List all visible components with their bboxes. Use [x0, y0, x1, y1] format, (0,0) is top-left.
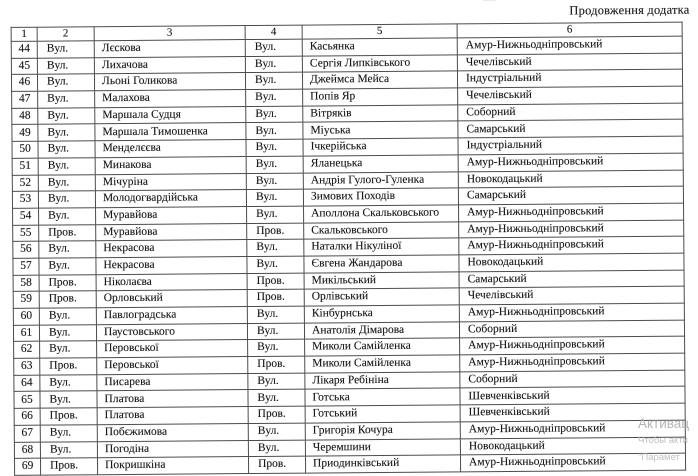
old-prefix: Пров. [40, 358, 97, 375]
district: Амур-Нижньодніпровський [459, 220, 684, 238]
old-name: Минакова [95, 156, 246, 174]
row-number: 68 [14, 442, 40, 459]
old-prefix: Вул. [40, 441, 97, 458]
row-number: 54 [13, 208, 39, 225]
new-prefix: Вул. [246, 106, 303, 123]
district: Шевченківський [460, 403, 685, 421]
new-prefix: Вул. [246, 156, 303, 173]
row-number: 59 [13, 291, 39, 308]
column-header: 1 [11, 27, 37, 41]
district: Індустріальний [457, 70, 682, 88]
new-name: Касьянка [302, 38, 457, 56]
old-name: Орловський [96, 290, 247, 308]
old-prefix: Вул. [38, 141, 95, 158]
old-prefix: Вул. [38, 124, 95, 141]
new-name: Лікаря Ребініна [305, 372, 460, 390]
column-header: 4 [245, 25, 302, 39]
new-name: Скальковського [304, 221, 459, 239]
old-prefix: Вул. [37, 41, 94, 58]
table-body [11, 36, 685, 475]
district: Чечелівський [458, 86, 683, 104]
row-number: 49 [12, 125, 38, 142]
old-prefix: Вул. [40, 391, 97, 408]
new-prefix: Вул. [248, 390, 305, 407]
district: Новокодацький [459, 253, 684, 271]
new-prefix: Вул. [247, 239, 304, 256]
new-name: Миколи Самійленка [305, 338, 460, 356]
row-number: 48 [12, 108, 38, 125]
row-number: 58 [13, 275, 39, 292]
district: Амур-Нижньодніпровський [460, 453, 685, 471]
row-number: 52 [12, 175, 38, 192]
new-prefix: Вул. [247, 206, 304, 223]
new-prefix: Вул. [248, 373, 305, 390]
old-prefix: Вул. [40, 374, 97, 391]
new-prefix: Вул. [248, 339, 305, 356]
watermark-title: Активац [638, 416, 690, 431]
new-prefix: Пров. [247, 273, 304, 290]
old-name: Перовської [97, 357, 248, 375]
old-prefix: Вул. [38, 174, 95, 191]
district: Амур-Нижньодніпровський [460, 336, 685, 354]
row-number: 67 [14, 425, 40, 442]
new-name: Зимових Походів [303, 188, 458, 206]
row-number: 63 [14, 358, 40, 375]
district: Амур-Нижньодніпровський [460, 353, 685, 371]
new-prefix: Вул. [246, 89, 303, 106]
new-name: Миколи Самійленка [305, 355, 460, 373]
old-prefix: Пров. [40, 458, 97, 475]
new-prefix: Пров. [248, 456, 305, 473]
row-number: 69 [14, 458, 40, 475]
old-prefix: Вул. [38, 91, 95, 108]
new-name: Ічкерійська [303, 138, 458, 156]
new-name: Аполлона Скальковського [304, 205, 459, 223]
district: Амур-Нижньодніпровський [457, 36, 682, 54]
old-name: Покришкіна [97, 457, 248, 475]
watermark-subtitle: Чтобы акти [638, 435, 688, 446]
street-renaming-table [11, 22, 690, 476]
row-number: 56 [13, 241, 39, 258]
old-prefix: Вул. [38, 158, 95, 175]
row-number: 44 [11, 41, 37, 58]
old-name: Перовської [97, 340, 248, 358]
old-prefix: Вул. [37, 74, 94, 91]
old-name: Лєскова [94, 40, 245, 58]
row-number: 65 [14, 392, 40, 409]
district: Соборний [458, 103, 683, 121]
page-title: Продовження додатка [569, 2, 690, 18]
district: Шевченківський [460, 387, 685, 405]
new-prefix: Вул. [246, 189, 303, 206]
new-name: Готський [305, 405, 460, 423]
new-prefix: Пров. [247, 289, 304, 306]
district: Чечелівський [459, 286, 684, 304]
old-name: Писарева [97, 373, 248, 391]
watermark-settings-link-text: "Парамет [638, 452, 680, 463]
new-name: Сергія Липківського [302, 55, 457, 73]
windows-activation-watermark [638, 416, 689, 469]
old-name: Некрасова [96, 240, 247, 258]
row-number: 51 [12, 158, 38, 175]
new-prefix: Пров. [248, 406, 305, 423]
district: Індустріальний [458, 136, 683, 154]
old-name: Некрасова [96, 256, 247, 274]
old-prefix: Вул. [39, 308, 96, 325]
row-number: 62 [14, 342, 40, 359]
district: Самарський [458, 120, 683, 138]
row-number: 57 [13, 258, 39, 275]
old-prefix: Пров. [39, 274, 96, 291]
new-name: Анатолія Дімарова [304, 322, 459, 340]
district: Новокодацький [458, 170, 683, 188]
column-header: 6 [457, 22, 682, 38]
old-prefix: Вул. [38, 191, 95, 208]
new-name: Міуська [303, 121, 458, 139]
row-number: 50 [12, 141, 38, 158]
row-number: 53 [12, 191, 38, 208]
old-prefix: Вул. [39, 241, 96, 258]
old-prefix: Вул. [38, 107, 95, 124]
new-name: Попів Яр [303, 88, 458, 106]
new-name: Григорія Кочура [305, 422, 460, 440]
column-header: 3 [94, 26, 245, 41]
new-name: Микільський [304, 272, 459, 290]
old-prefix: Вул. [40, 341, 97, 358]
old-name: Паустовського [96, 323, 247, 341]
old-name: Малахова [95, 90, 246, 108]
old-prefix: Пров. [39, 291, 96, 308]
row-number: 61 [13, 325, 39, 342]
new-prefix: Вул. [248, 423, 305, 440]
old-name: Платова [97, 407, 248, 425]
new-name: Кінбурнська [304, 305, 459, 323]
old-name: Маршала Судця [95, 106, 246, 124]
old-name: Маршала Тимошенка [95, 123, 246, 141]
new-prefix: Вул. [245, 72, 302, 89]
new-name: Приодинківський [305, 455, 460, 473]
new-name: Євгена Жандарова [304, 255, 459, 273]
district: Соборний [460, 370, 685, 388]
old-name: Ніколаєва [96, 273, 247, 291]
row-number: 60 [13, 308, 39, 325]
district: Амур-Нижньодніпровський [460, 420, 685, 438]
new-prefix: Вул. [247, 323, 304, 340]
new-name: Джеймса Мейса [302, 71, 457, 89]
new-prefix: Пров. [247, 223, 304, 240]
new-prefix: Вул. [247, 256, 304, 273]
district: Соборний [459, 320, 684, 338]
district: Чечелівський [457, 53, 682, 71]
new-prefix: Вул. [247, 306, 304, 323]
new-prefix: Вул. [245, 56, 302, 73]
old-name: Погодіна [97, 440, 248, 458]
new-name: Вітряків [303, 105, 458, 123]
row-number: 46 [11, 75, 37, 92]
new-prefix: Вул. [246, 173, 303, 190]
old-name: Льоні Голикова [94, 73, 245, 91]
district: Амур-Нижньодніпровський [459, 203, 684, 221]
old-prefix: Вул. [37, 57, 94, 74]
column-header: 2 [37, 27, 94, 41]
district: Амур-Нижньодніпровський [459, 303, 684, 321]
district: Амур-Нижньодніпровський [458, 153, 683, 171]
new-prefix: Пров. [248, 356, 305, 373]
column-header: 5 [302, 24, 457, 39]
district: Новокодацький [460, 437, 685, 455]
new-prefix: Вул. [246, 123, 303, 140]
old-prefix: Вул. [40, 425, 97, 442]
old-prefix: Вул. [39, 208, 96, 225]
old-name: Муравйова [96, 223, 247, 241]
old-prefix: Пров. [39, 224, 96, 241]
new-prefix: Вул. [246, 139, 303, 156]
district: Самарський [459, 270, 684, 288]
new-name: Черемшини [305, 438, 460, 456]
row-number: 66 [14, 408, 40, 425]
old-prefix: Вул. [39, 324, 96, 341]
district: Амур-Нижньодніпровський [459, 236, 684, 254]
old-name: Лихачова [94, 56, 245, 74]
new-prefix: Вул. [245, 39, 302, 56]
new-name: Андрія Гулого-Гуленка [303, 171, 458, 189]
old-name: Платова [97, 390, 248, 408]
new-name: Готська [305, 388, 460, 406]
old-prefix: Вул. [39, 258, 96, 275]
old-name: Муравйова [96, 206, 247, 224]
old-name: Менделєєва [95, 140, 246, 158]
old-prefix: Пров. [40, 408, 97, 425]
old-name: Молодогвардійська [95, 190, 246, 208]
new-name: Яланецька [303, 155, 458, 173]
row-number: 47 [12, 91, 38, 108]
new-prefix: Вул. [248, 440, 305, 457]
old-name: Побєжимова [97, 423, 248, 441]
new-name: Наталки Нікуліної [304, 238, 459, 256]
scan-artifact [482, 0, 496, 1]
old-name: Павлоградська [96, 307, 247, 325]
row-number: 64 [14, 375, 40, 392]
old-name: Мічуріна [95, 173, 246, 191]
row-number: 55 [13, 225, 39, 242]
new-name: Орлівський [304, 288, 459, 306]
district: Самарський [458, 186, 683, 204]
row-number: 45 [11, 58, 37, 75]
